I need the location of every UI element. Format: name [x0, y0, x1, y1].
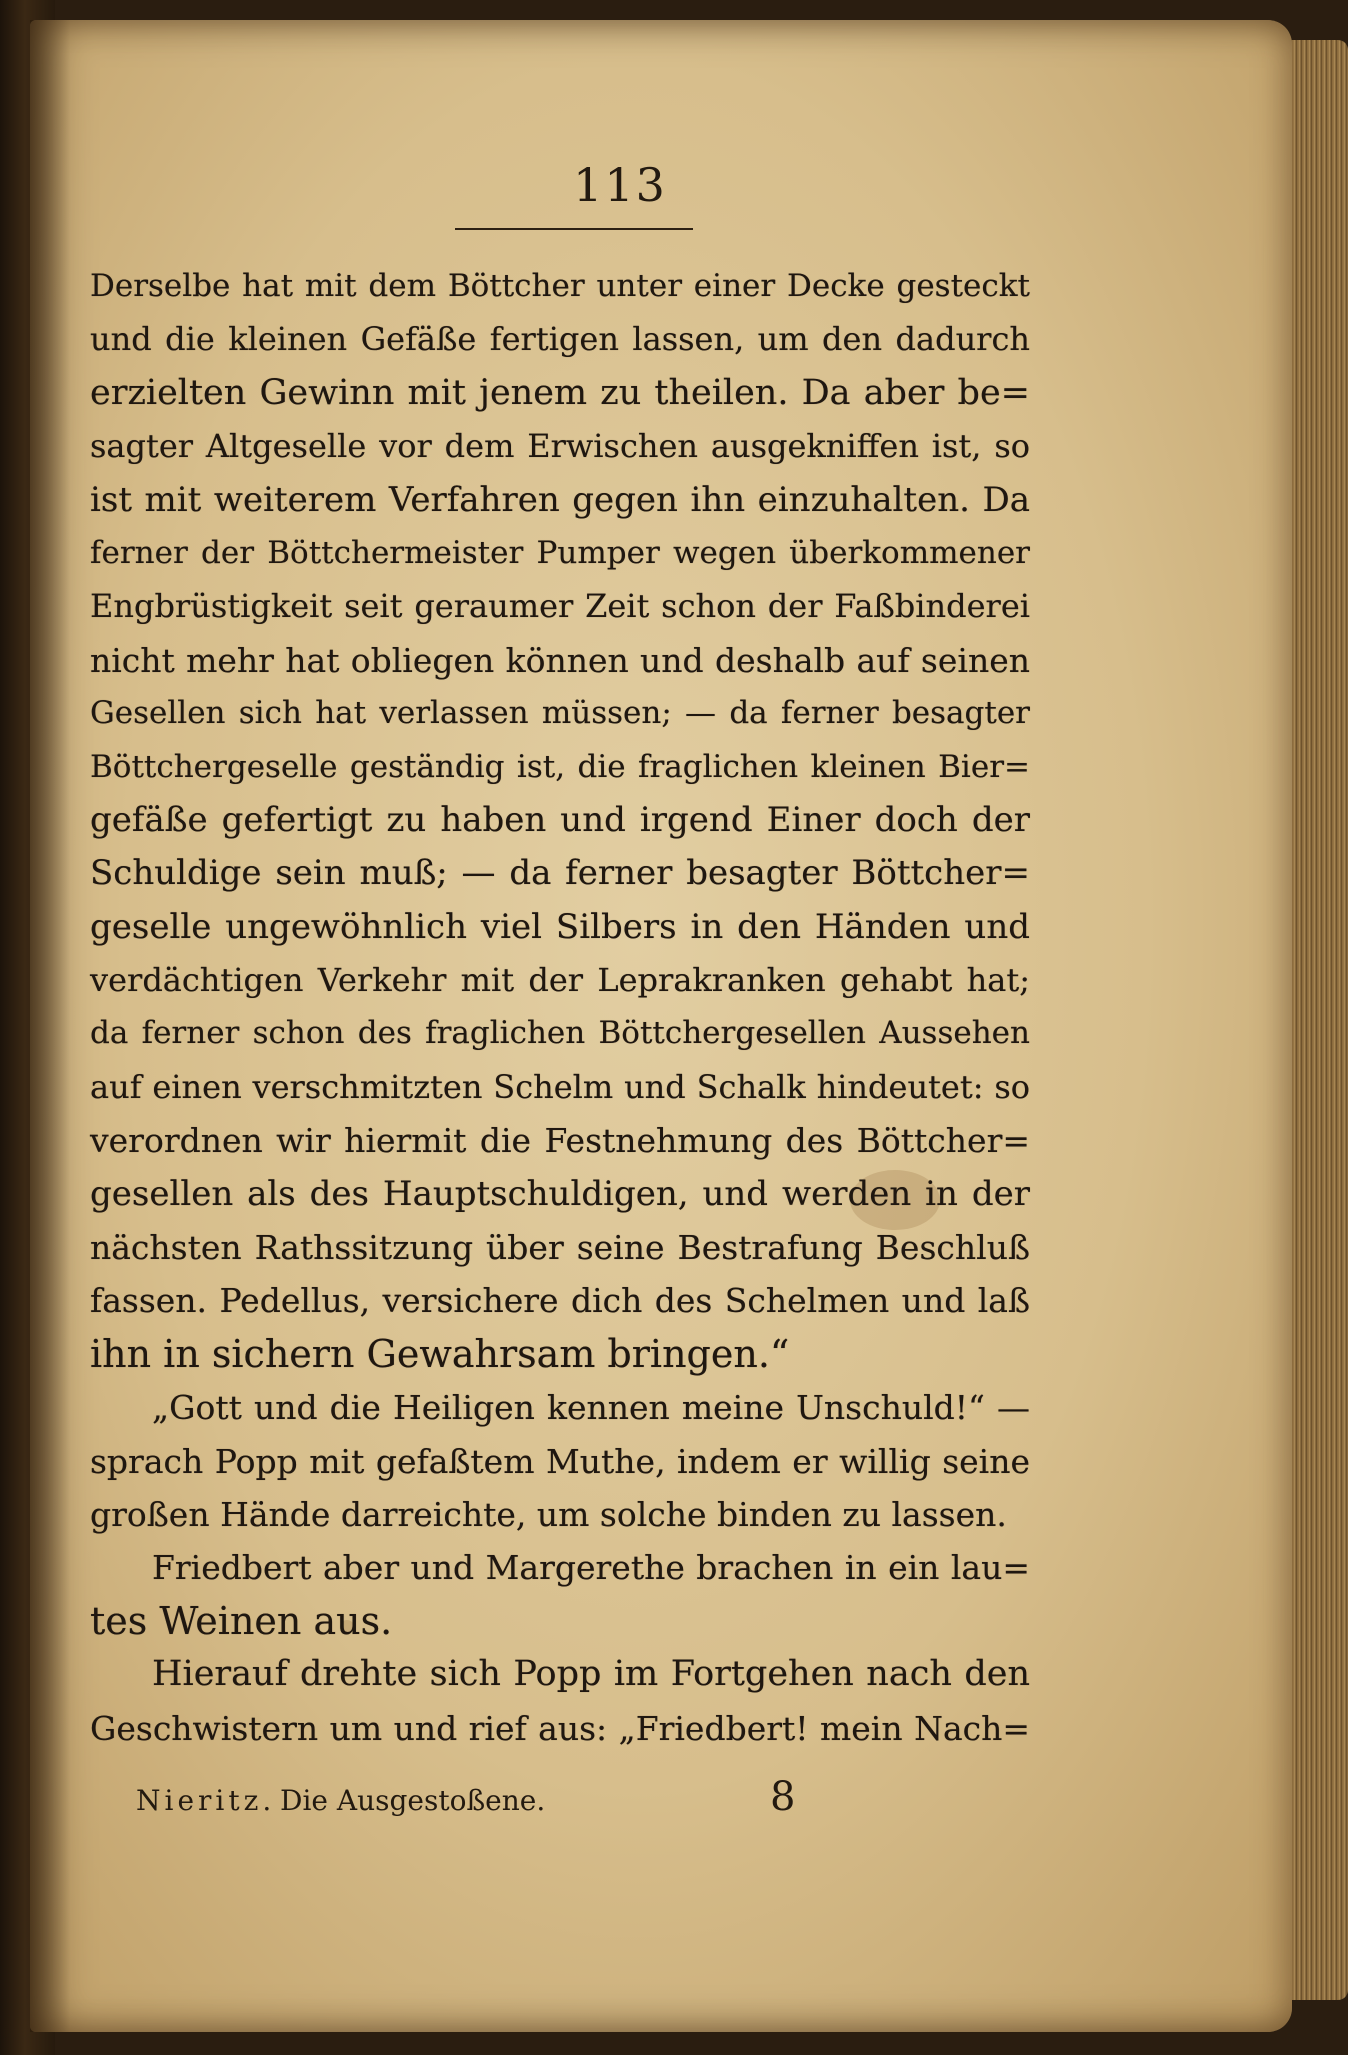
text-line: ihn in sichern Gewahrsam bringen.“ [90, 1331, 790, 1376]
text-line: Gesellen sich hat verlassen müssen; — da ferner besagter [90, 695, 1030, 732]
footer-author: Nieritz. [136, 1784, 276, 1817]
header-rule [455, 228, 693, 230]
text-line: gesellen als des Hauptschuldigen, und werden in der [90, 1173, 1030, 1214]
text-line: „Gott und die Heiligen kennen meine Unschuld!“ — [152, 1388, 1030, 1428]
signature-mark: 8 [770, 1774, 796, 1820]
footer-title: Die Ausgestoßene. [280, 1784, 546, 1817]
text-line: geselle ungewöhnlich viel Silbers in den Händen und [90, 906, 1030, 947]
text-line: nächsten Rathssitzung über seine Bestrafung Beschluß [90, 1228, 1030, 1268]
text-line: verdächtigen Verkehr mit der Leprakranken gehabt hat; [90, 961, 1030, 1000]
text-line: da ferner schon des fraglichen Böttchergesellen Aussehen [90, 1015, 1030, 1052]
text-line: Schuldige sein muß; — da ferner besagter Böttcher= [90, 853, 1030, 894]
text-line: Friedbert aber und Margerethe brachen in ein lau= [152, 1548, 1030, 1588]
text-line: sprach Popp mit gefaßtem Muthe, indem er willig seine [90, 1441, 1030, 1481]
text-line: Böttchergeselle geständig ist, die fraglichen kleinen Bier= [90, 748, 1030, 785]
page-number: 113 [573, 158, 667, 212]
text-line: Hierauf drehte sich Popp im Fortgehen nach den [152, 1654, 1030, 1695]
text-line: Geschwistern um und rief aus: „Friedbert! mein Nach= [90, 1708, 1030, 1748]
text-line: gefäße gefertigt zu haben und irgend Einer doch der [90, 799, 1030, 840]
text-line: auf einen verschmitzten Schelm und Schalk hindeutet: so [90, 1067, 1030, 1106]
text-line: nicht mehr hat obliegen können und deshalb auf seinen [90, 640, 1030, 680]
text-line: ferner der Böttchermeister Pumper wegen überkommener [90, 534, 1030, 571]
text-line: großen Hände darreichte, um solche binden zu lassen. [90, 1494, 1007, 1534]
text-line: und die kleinen Gefäße fertigen lassen, um den dadurch [90, 320, 1030, 359]
page-gutter-shadow [30, 20, 70, 2032]
text-line: ist mit weiterem Verfahren gegen ihn einzuhalten. Da [90, 479, 1030, 520]
body-text [90, 260, 1030, 1755]
text-line: verordnen wir hiermit die Festnehmung des Böttcher= [90, 1121, 1030, 1161]
page-footer [92, 1770, 852, 1830]
text-line: Derselbe hat mit dem Böttcher unter einer Decke gesteckt [90, 268, 1030, 304]
text-line: fassen. Pedellus, versichere dich des Schelmen und laß [90, 1281, 1030, 1321]
text-line: Engbrüstigkeit seit geraumer Zeit schon der Faßbinderei [90, 587, 1030, 626]
text-line: erzielten Gewinn mit jenem zu theilen. Da aber be= [90, 372, 1030, 413]
text-line: tes Weinen aus. [90, 1598, 393, 1643]
text-line: sagter Altgeselle vor dem Erwischen ausgekniffen ist, so [90, 427, 1030, 466]
